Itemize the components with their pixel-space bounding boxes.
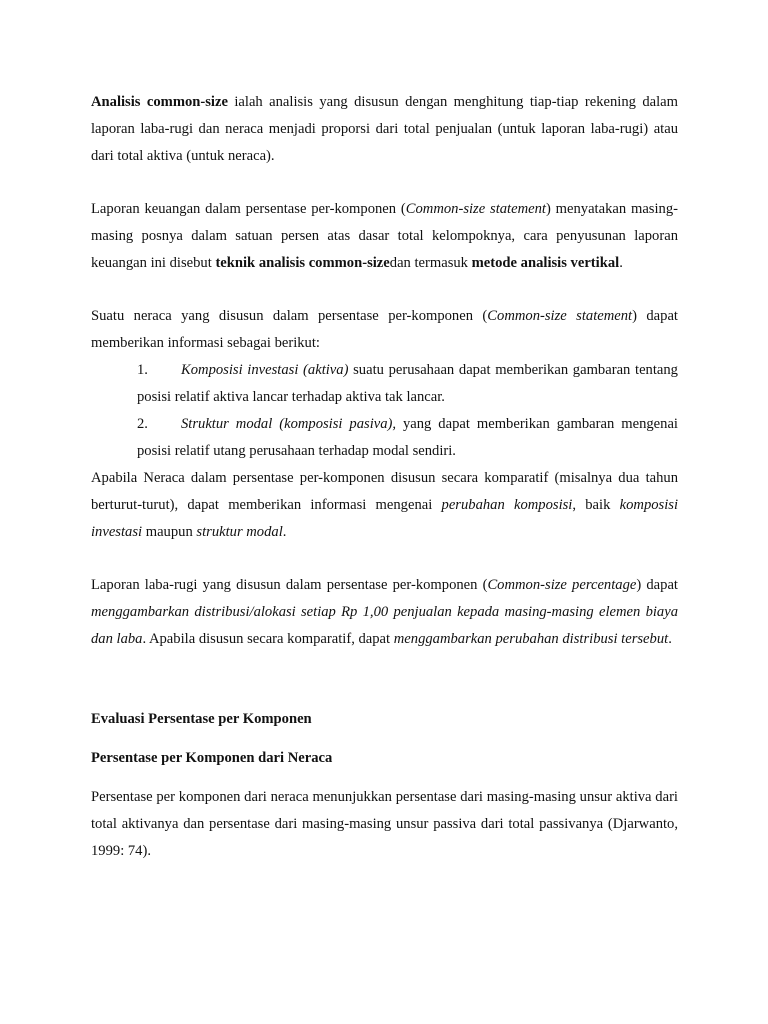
paragraph-text: maupun xyxy=(142,524,197,540)
paragraph-text: . Apabila disusun secara komparatif, dapat xyxy=(142,631,394,647)
paragraph-neraca-persentase: Persentase per komponen dari neraca menunjukkan persentase dari masing-masing unsur aktiva dari total aktivanya dan persentase dari masing-masing unsur passiva dari total passivanya (Djarwanto, 1999: 74). xyxy=(91,789,678,859)
italic-text: Common-size statement xyxy=(405,201,546,217)
paragraph-komparatif xyxy=(91,465,678,546)
italic-text: Struktur modal (komposisi pasiva), xyxy=(181,416,397,432)
paragraph-text: Laporan laba-rugi yang disusun dalam persentase per-komponen ( xyxy=(91,577,488,593)
paragraph-neraca-info xyxy=(91,303,678,357)
paragraph-text: ) dapat memberikan informasi sebagai berikut: xyxy=(91,308,678,351)
subsection-heading: Persentase per Komponen dari Neraca xyxy=(91,750,333,766)
italic-text: komposisi investasi xyxy=(91,497,678,540)
paragraph-common-size-definition xyxy=(91,89,678,170)
paragraph-text: . xyxy=(619,255,623,271)
list-number: 2. xyxy=(137,416,148,432)
document-body xyxy=(91,89,678,865)
list-item xyxy=(137,357,678,411)
italic-text: perubahan komposisi xyxy=(441,497,573,513)
italic-text: menggambarkan distribusi/alokasi setiap Rp 1,00 penjualan kepada masing-masing elemen biaya dan laba xyxy=(91,604,678,647)
paragraph-text: ) dapat xyxy=(636,577,678,593)
term-common-size: Analisis common-size xyxy=(91,94,228,110)
paragraph-text: . xyxy=(668,631,672,647)
list-text: suatu perusahaan dapat memberikan gambaran tentang posisi relatif aktiva lancar terhadap aktiva tak lancar. xyxy=(137,362,678,405)
bold-term: teknik analisis common-size xyxy=(215,255,390,271)
list-text: yang dapat memberikan gambaran mengenai posisi relatif utang perusahaan terhadap modal sendiri. xyxy=(137,416,678,459)
list-number: 1. xyxy=(137,362,148,378)
paragraph-laba-rugi xyxy=(91,572,678,653)
paragraph-text: dan termasuk xyxy=(389,255,472,271)
italic-text: struktur modal xyxy=(196,524,283,540)
paragraph-text: Suatu neraca yang disusun dalam persentase per-komponen ( xyxy=(91,308,488,324)
paragraph-text: ialah analisis yang disusun dengan menghitung tiap-tiap rekening dalam laporan laba-rugi dan neraca menjadi proporsi dari total penjualan (untuk laporan laba-rugi) atau dari total aktiva (untuk neraca). xyxy=(91,94,678,164)
bold-term: metode analisis vertikal xyxy=(471,255,620,271)
paragraph-text: Laporan keuangan dalam persentase per-komponen ( xyxy=(91,201,406,217)
paragraph-common-size-statement xyxy=(91,196,678,277)
paragraph-text: Apabila Neraca dalam persentase per-komponen disusun secara komparatif (misalnya dua tahun berturut-turut), dapat memberikan informasi mengenai xyxy=(91,470,678,513)
list-item xyxy=(137,411,678,465)
paragraph-text: , baik xyxy=(572,497,620,513)
italic-text: Common-size statement xyxy=(487,308,633,324)
paragraph-text: ) menyatakan masing-masing posnya dalam satuan persen atas dasar total kelompoknya, cara penyusunan laporan keuangan ini disebut xyxy=(91,201,678,271)
italic-text: Komposisi investasi (aktiva) xyxy=(181,362,349,378)
italic-text: menggambarkan perubahan distribusi tersebut xyxy=(393,631,669,647)
paragraph-text: . xyxy=(282,524,287,540)
italic-text: Common-size percentage xyxy=(487,577,637,593)
section-heading: Evaluasi Persentase per Komponen xyxy=(91,711,312,727)
